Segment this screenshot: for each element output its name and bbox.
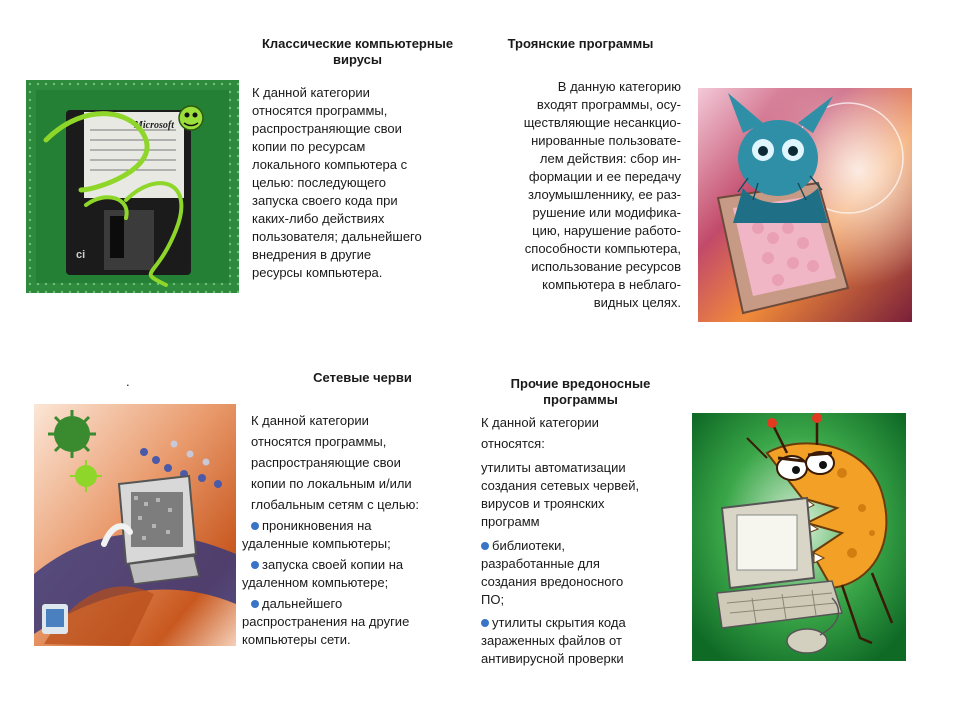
text-line: видных целях. — [593, 295, 681, 310]
network-worms-title: Сетевые черви — [313, 370, 412, 385]
text-line: компьютеры сети. — [242, 632, 351, 647]
text-line: относятся программы, — [251, 434, 387, 449]
floppy-label-text: Microsoft — [134, 120, 174, 131]
network-worm-illustration — [34, 404, 236, 646]
text-line: проникновения на — [262, 518, 372, 533]
text-line: ществляющие несанкцио- — [523, 115, 681, 130]
floppy-virus-illustration — [26, 80, 239, 293]
bullet-line — [242, 595, 467, 613]
text-line: нированные пользовате- — [531, 133, 681, 148]
text-line: формации и ее передачу — [528, 169, 681, 184]
text-line: ПО; — [481, 592, 505, 607]
text-line: глобальным сетям с целью: — [251, 497, 419, 512]
trojans-title: Троянские программы — [507, 36, 654, 51]
text-line: относятся: — [481, 436, 545, 451]
other-item — [481, 537, 691, 609]
text-line: цию, нарушение работо- — [532, 223, 681, 238]
bullet-item — [242, 595, 467, 649]
monster-computer-illustration — [692, 413, 906, 661]
text-line: локального компьютера с — [252, 157, 408, 172]
bullet-item — [242, 517, 467, 553]
text-line: каких-либо действиях — [252, 211, 385, 226]
other-malware-title: Прочие вредоносные программы — [510, 376, 651, 407]
text-line: запуска своего кода при — [252, 193, 398, 208]
text-line: компьютера в неблаго- — [542, 277, 681, 292]
text-line: библиотеки, — [492, 538, 565, 553]
text-line: К данной категории — [252, 85, 370, 100]
text-line: относятся программы, — [252, 103, 388, 118]
trojan-monster-illustration — [698, 88, 912, 322]
trojans-description — [470, 78, 681, 312]
text-line: целью: последующего — [252, 175, 387, 190]
text-line: антивирусной проверки — [481, 651, 624, 666]
other-item — [481, 614, 691, 668]
text-line: распространяющие свои — [251, 455, 401, 470]
text-line: утилиты скрытия кода — [492, 615, 626, 630]
text-line: копии по локальным и/или — [251, 476, 412, 491]
text-line: способности компьютера, — [524, 241, 681, 256]
text-line: злоумышленнику, ее раз- — [527, 187, 681, 202]
bullet-line — [242, 556, 467, 574]
floppy-mark-text: ci — [76, 249, 86, 261]
bullet-line — [481, 537, 691, 555]
text-line: создания вредоносного — [481, 574, 624, 589]
classic-viruses-description — [252, 84, 467, 282]
text-line: использование ресурсов — [531, 259, 681, 274]
text-line: рушение или модифика- — [532, 205, 681, 220]
classic-viruses-title: Классические компьютерные вирусы — [261, 36, 454, 67]
text-line: распространения на другие — [242, 614, 410, 629]
text-line: дальнейшего — [262, 596, 343, 611]
text-line: программ — [481, 514, 540, 529]
text-line: К данной категории — [251, 413, 369, 428]
text-line: ресурсы компьютера. — [252, 265, 383, 280]
text-line: утилиты автоматизации — [481, 460, 626, 475]
text-line: вирусов и троянских — [481, 496, 605, 511]
text-line: удаленные компьютеры; — [242, 536, 391, 551]
stray-dot: . — [126, 374, 130, 389]
text-line: К данной категории — [481, 415, 599, 430]
other-item — [481, 459, 691, 531]
bullet-line — [242, 517, 467, 535]
text-line: разработанные для — [481, 556, 600, 571]
other-malware-description — [481, 412, 691, 668]
text-line: лем действия: сбор ин- — [539, 151, 681, 166]
text-line: В данную категорию — [557, 79, 681, 94]
bullet-item — [242, 556, 467, 592]
text-line: внедрения в другие — [252, 247, 372, 262]
text-line: зараженных файлов от — [481, 633, 622, 648]
text-line: пользователя; дальнейшего — [252, 229, 422, 244]
text-line: удаленном компьютере; — [242, 575, 389, 590]
bullet-line — [481, 614, 691, 632]
text-line: запуска своей копии на — [262, 557, 404, 572]
network-worms-description — [242, 410, 467, 649]
text-line: распространяющие свои — [252, 121, 402, 136]
text-line: создания сетевых червей, — [481, 478, 640, 493]
text-line: входят программы, осу- — [536, 97, 681, 112]
text-line: копии по ресурсам — [252, 139, 366, 154]
